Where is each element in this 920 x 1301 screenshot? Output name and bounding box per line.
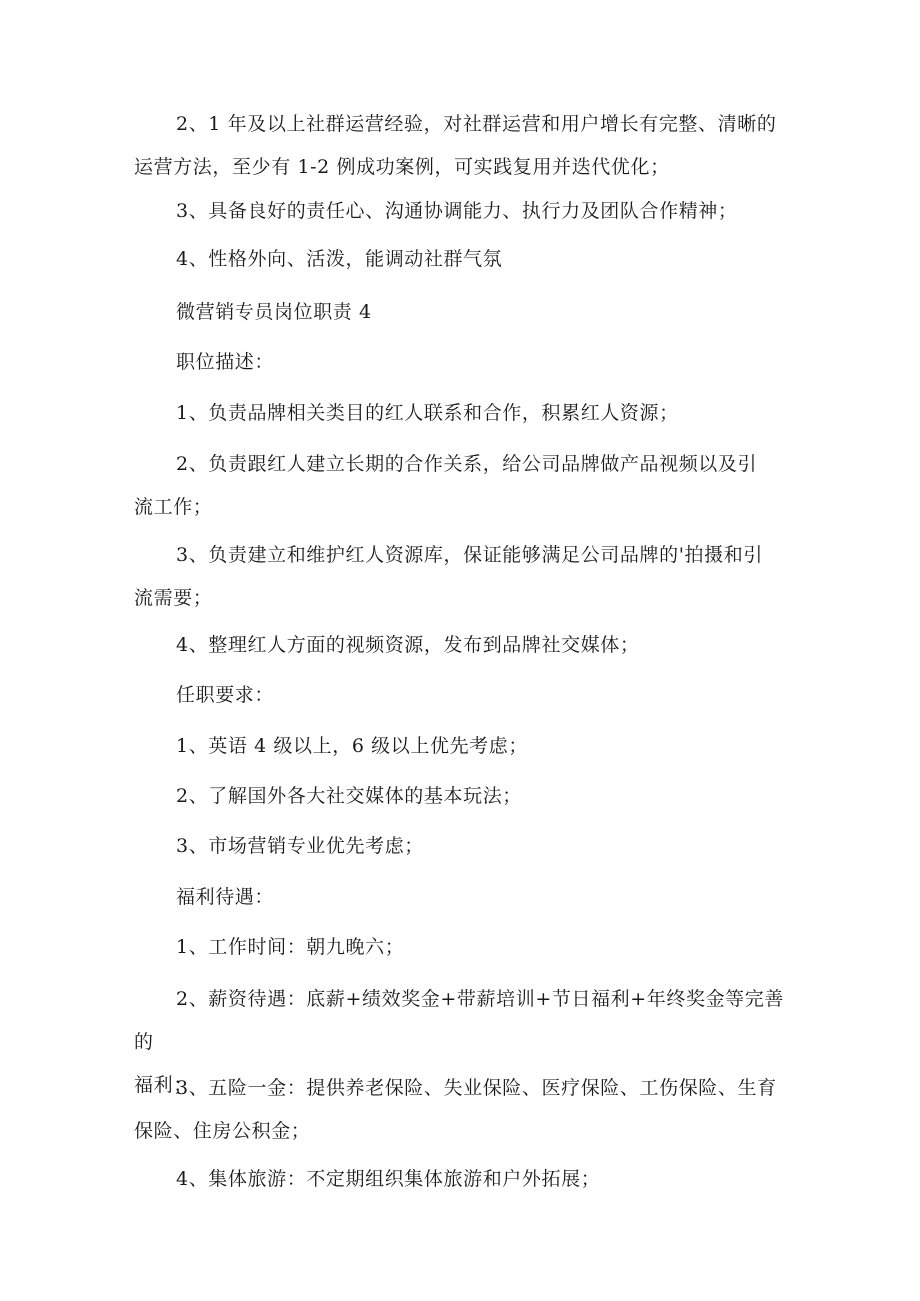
text-line: 1、负责品牌相关类目的红人联系和合作，积累红人资源； xyxy=(176,402,679,424)
paragraph-benefit-3 xyxy=(134,1067,794,1153)
text-line: 4、集体旅游：不定期组织集体旅游和户外拓展； xyxy=(176,1168,601,1190)
text-line: 2、负责跟红人建立长期的合作关系，给公司品牌做产品视频以及引 xyxy=(176,453,758,475)
text-line: 微营销专员岗位职责 4 xyxy=(176,301,372,323)
subsection-title-description xyxy=(134,341,794,384)
subsection-title-benefits xyxy=(134,876,794,919)
text-line: 流工作； xyxy=(134,496,213,518)
paragraph-benefit-4 xyxy=(134,1158,794,1201)
text-line: 4、整理红人方面的视频资源，发布到品牌社交媒体； xyxy=(176,634,640,656)
text-line: 2、了解国外各大社交媒体的基本玩法； xyxy=(176,785,522,807)
text-line: 3、市场营销专业优先考虑； xyxy=(176,835,424,857)
text-line: 福利； xyxy=(134,1074,193,1096)
paragraph-requirement2-2 xyxy=(134,775,794,818)
paragraph-requirement-3 xyxy=(134,190,794,233)
paragraph-requirement2-1 xyxy=(134,725,794,768)
text-line: 职位描述： xyxy=(176,351,275,373)
text-line: 流需要； xyxy=(134,587,213,609)
text-line: 2、薪资待遇：底薪+绩效奖金+带薪培训+节日福利+年终奖金等完善的 xyxy=(134,988,784,1053)
text-line: 3、负责建立和维护红人资源库，保证能够满足公司品牌的'拍摄和引 xyxy=(176,544,763,566)
subsection-title-requirements xyxy=(134,674,794,717)
paragraph-requirement-2 xyxy=(134,103,794,189)
paragraph-description-1 xyxy=(134,392,794,435)
paragraph-description-2 xyxy=(134,443,794,529)
paragraph-requirement2-3 xyxy=(134,825,794,868)
text-line: 福利待遇： xyxy=(176,886,275,908)
text-line: 任职要求： xyxy=(176,684,275,706)
text-line: 运营方法，至少有 1-2 例成功案例，可实践复用并迭代优化； xyxy=(134,156,670,178)
text-line: 保险、住房公积金； xyxy=(134,1120,311,1142)
text-line: 3、具备良好的责任心、沟通协调能力、执行力及团队合作精神； xyxy=(176,200,738,222)
paragraph-description-3 xyxy=(134,534,794,620)
text-line: 1、英语 4 级以上，6 级以上优先考虑； xyxy=(176,735,528,757)
paragraph-description-4 xyxy=(134,624,794,667)
paragraph-requirement-4 xyxy=(134,238,794,281)
section-heading xyxy=(134,291,794,334)
text-line: 3、五险一金：提供养老保险、失业保险、医疗保险、工伤保险、生育 xyxy=(176,1077,777,1099)
text-line: 2、1 年及以上社群运营经验，对社群运营和用户增长有完整、清晰的 xyxy=(176,113,777,135)
paragraph-benefit-1 xyxy=(134,926,794,969)
text-line: 1、工作时间：朝九晚六； xyxy=(176,936,405,958)
text-line: 4、性格外向、活泼，能调动社群气氛 xyxy=(176,248,503,270)
